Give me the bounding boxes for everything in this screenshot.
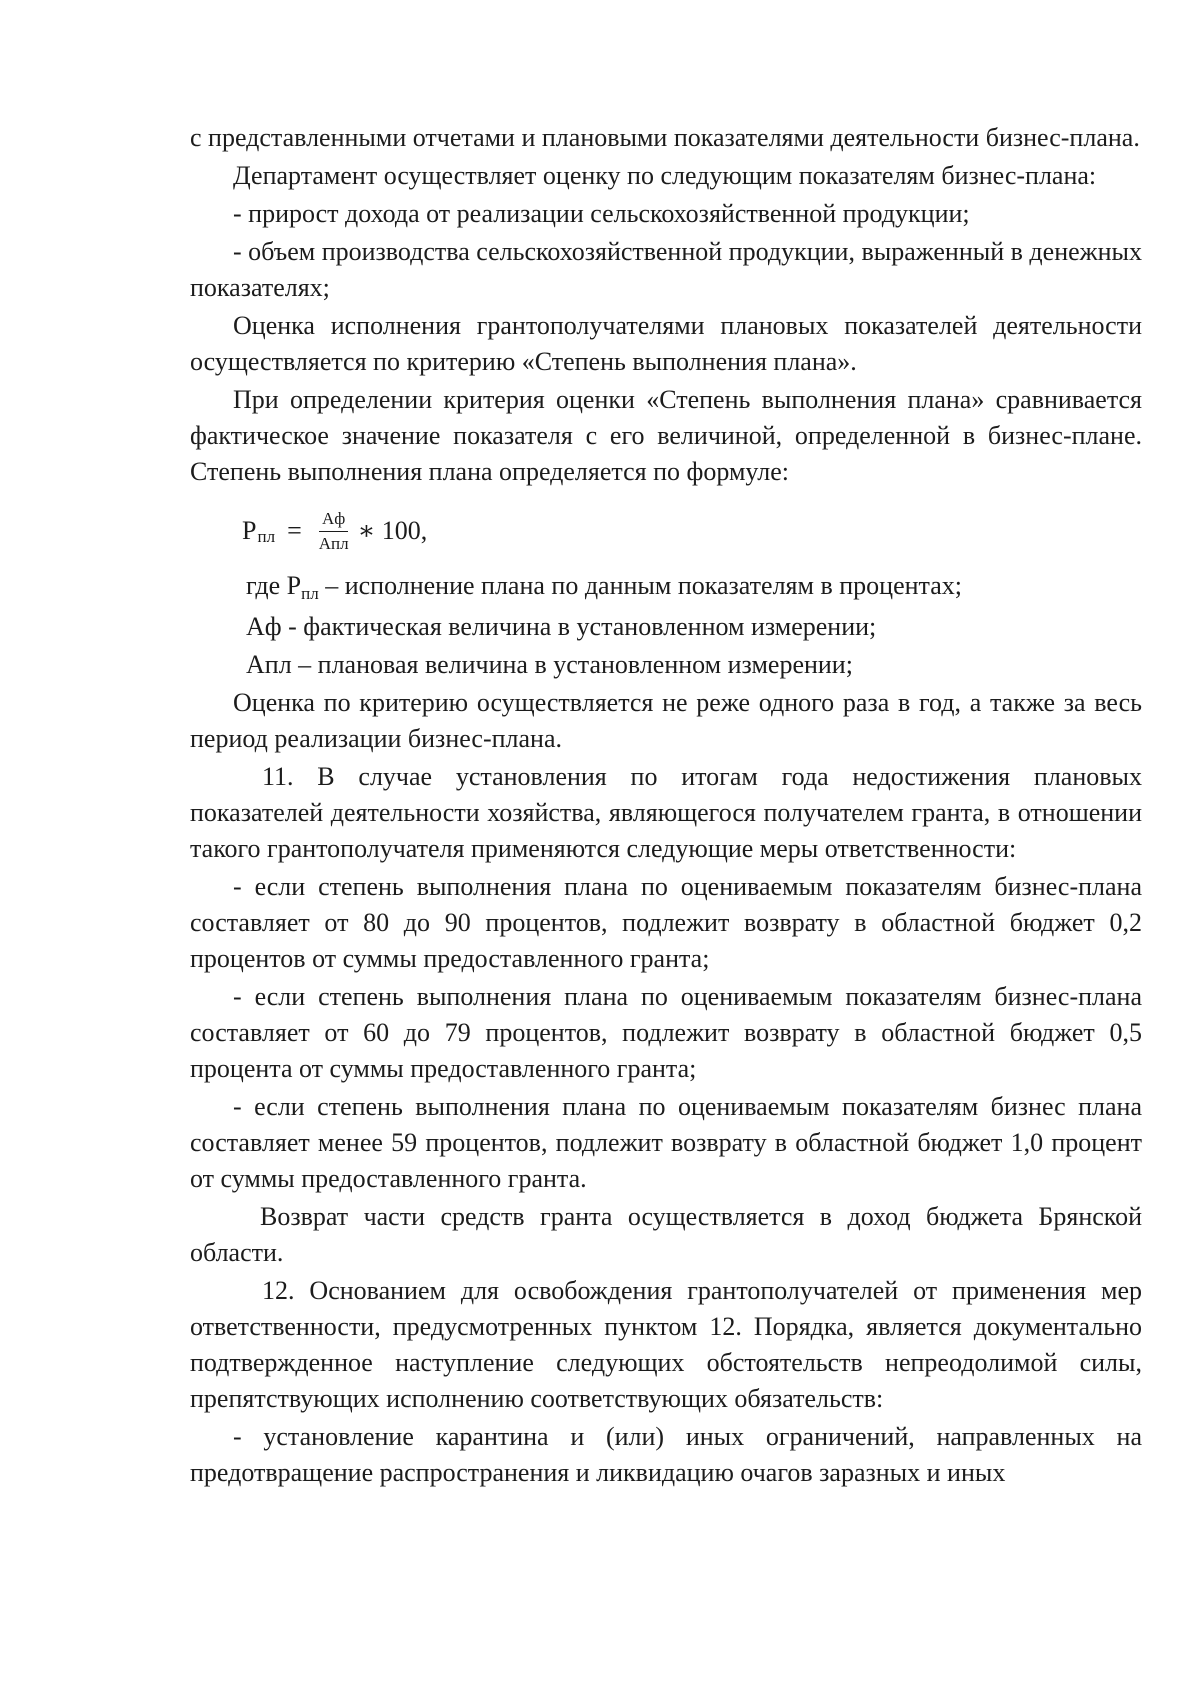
- formula-equals: =: [287, 516, 302, 545]
- paragraph-assessment-criterion: Оценка исполнения грантополучателями плановых показателей деятельности осуществляется по критерию «Степень выполнения плана».: [190, 311, 1142, 376]
- definition-text: – исполнение плана по данным показателям в процентах;: [318, 571, 962, 600]
- definition-symbol: P: [286, 571, 302, 600]
- definition-symbol: Aф: [246, 612, 282, 641]
- paragraph-section-12: 12. Основанием для освобождения грантополучателей от применения мер ответственности, предусмотренных пунктом 12. Порядка, является документально подтвержденное наступление следующих обстоятельств непреодолимой силы, препятствующих исполнению соответствующих обязательств:: [190, 1276, 1142, 1413]
- paragraph-department-assessment: Департамент осуществляет оценку по следующим показателям бизнес-плана:: [233, 161, 1097, 190]
- list-item-quarantine: - установление карантина и (или) иных ограничений, направленных на предотвращение распространения и ликвидацию очагов заразных и иных: [190, 1422, 1142, 1487]
- document-page: [190, 120, 1142, 1493]
- formula-numerator: Aф: [319, 509, 348, 532]
- formula-lhs-subscript: пл: [257, 527, 276, 546]
- definition-prefix: где: [246, 571, 287, 600]
- definition-text: - фактическая величина в установленном измерении;: [281, 612, 877, 641]
- definition-symbol-subscript: пл: [301, 584, 319, 603]
- definition-a-f: [246, 609, 1142, 645]
- list-item-income-growth: - прирост дохода от реализации сельскохозяйственной продукции;: [233, 199, 970, 228]
- definition-a-pl: [246, 647, 1142, 683]
- list-item-below-59-percent: - если степень выполнения плана по оцениваемым показателям бизнес плана составляет менее 59 процентов, подлежит возврату в областной бюджет 1,0 процент от суммы предоставленного гранта.: [190, 1092, 1142, 1193]
- list-item-production-volume: - объем производства сельскохозяйственной продукции, выраженный в денежных показателях;: [190, 237, 1142, 302]
- formula-fraction: [316, 509, 352, 554]
- definition-p-pl: [246, 568, 1142, 607]
- formula-denominator: Aпл: [318, 533, 349, 553]
- list-item-60-79-percent: - если степень выполнения плана по оцениваемым показателям бизнес-плана составляет от 60 до 79 процентов, подлежит возврату в областной бюджет 0,5 процента от суммы предоставленного гранта;: [190, 982, 1142, 1083]
- paragraph-criterion-definition: При определении критерия оценки «Степень выполнения плана» сравнивается фактическое значение показателя с его величиной, определенной в бизнес-плане. Степень выполнения плана определяется по формуле:: [190, 385, 1142, 486]
- formula-lhs: P: [242, 516, 257, 545]
- paragraph-continuation: с представленными отчетами и плановыми показателями деятельности бизнес-плана.: [190, 123, 1140, 152]
- paragraph-section-11: 11. В случае установления по итогам года недостижения плановых показателей деятельности хозяйства, являющегося получателем гранта, в отношении такого грантополучателя применяются следующие меры ответственности:: [190, 762, 1142, 863]
- definition-symbol: Aпл: [246, 650, 292, 679]
- formula: [242, 498, 1142, 564]
- paragraph-grant-return: Возврат части средств гранта осуществляется в доход бюджета Брянской области.: [190, 1202, 1142, 1267]
- formula-rhs: ∗ 100,: [357, 516, 428, 545]
- paragraph-assessment-frequency: Оценка по критерию осуществляется не реже одного раза в год, а также за весь период реализации бизнес-плана.: [190, 688, 1142, 753]
- list-item-80-90-percent: - если степень выполнения плана по оцениваемым показателям бизнес-плана составляет от 80 до 90 процентов, подлежит возврату в областной бюджет 0,2 процентов от суммы предоставленного гранта;: [190, 872, 1142, 973]
- definition-text: – плановая величина в установленном измерении;: [291, 650, 853, 679]
